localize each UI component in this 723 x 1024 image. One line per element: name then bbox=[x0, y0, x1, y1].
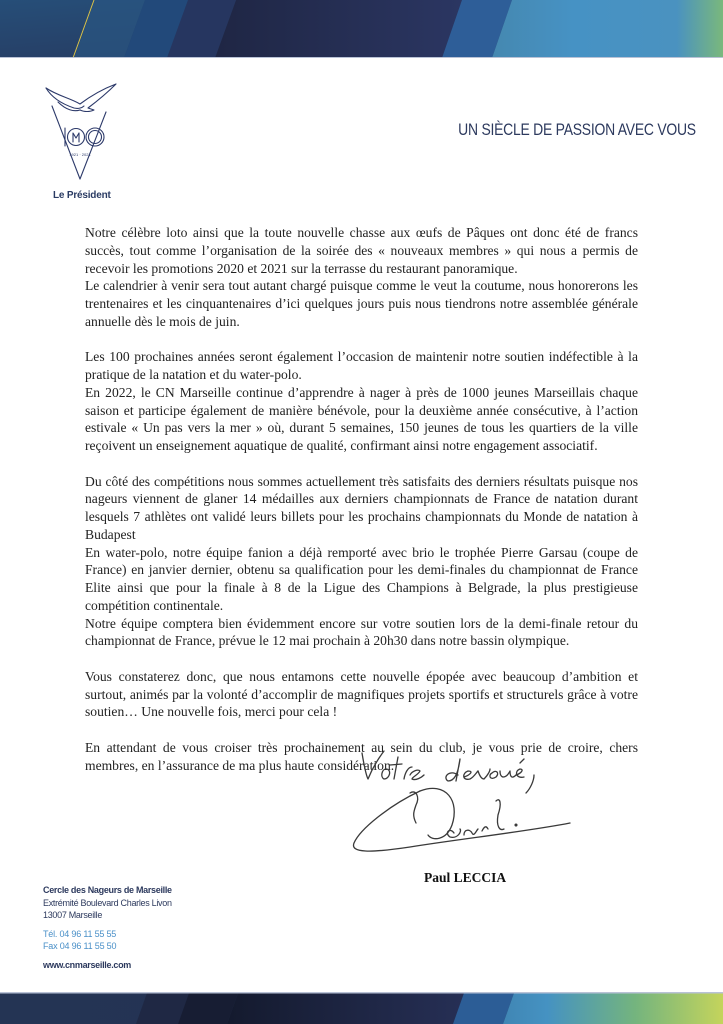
organization-name: Cercle des Nageurs de Marseille bbox=[43, 885, 172, 895]
letter-paragraph: Vous constaterez donc, que nous entamons cette nouvelle épopée avec beaucoup d’ambition et surtout, animés par la volonté d’accomplir de magnifiques projets sportifs et structurels grâce à votre soutien… Une nouvelle fois, merci pour cela ! bbox=[85, 668, 638, 720]
handwritten-signature bbox=[350, 745, 600, 865]
seagull-icon bbox=[40, 76, 120, 186]
footer-decorative-band bbox=[0, 992, 723, 1024]
letter-body bbox=[85, 224, 638, 774]
website-link[interactable]: www.cnmarseille.com bbox=[43, 959, 132, 970]
letter-paragraph: Le calendrier à venir sera tout autant chargé puisque comme le veut la coutume, nous honorerons les trentenaires et les cinquantenaires d’ici quelques jours puis nous tiendrons notre assemblée générale annuelle dès le mois de juin. bbox=[85, 278, 638, 329]
role-title: Le Président bbox=[53, 190, 111, 201]
tagline-heading: UN SIÈCLE DE PASSION AVEC VOUS bbox=[458, 120, 696, 139]
letter-paragraph: En attendant de vous croiser très prochainement au sein du club, je vous prie de croire, chers membres, en l’assurance de ma plus haute considération. bbox=[85, 739, 638, 773]
phone-number: Tél. 04 96 11 55 55 bbox=[43, 928, 117, 939]
fax-number: Fax 04 96 11 55 50 bbox=[43, 941, 117, 951]
letter-paragraph: Du côté des compétitions nous sommes actuellement très satisfaits des derniers résultats puisque nos nageurs viennent de glaner 14 médailles aux derniers championnats de France de natation durant lesquels 7 athlètes ont validé leurs billets pour les prochains championnats du Monde de natation à Budapest bbox=[85, 473, 638, 542]
letter-paragraph: Notre célèbre loto ainsi que la toute nouvelle chasse aux œufs de Pâques ont donc été de francs succès, tout comme l’organisation de la soirée des « nouveaux membres » qui nous a permis de recevoir les promotions 2020 et 2021 sur la terrasse du restaurant panoramique. bbox=[85, 225, 638, 276]
letter-paragraph: En 2022, le CN Marseille continue d’apprendre à nager à près de 1000 jeunes Marseillais chaque saison et participe également de manière bénévole, pour la deuxième année consécutive, à l’action estivale « Un pas vers la mer » où, durant 5 semaines, 150 jeunes de tous les quartiers de la ville reçoivent un enseignement aquatique de qualité, confirmant ainsi notre engagement associatif. bbox=[85, 384, 638, 453]
letter-paragraph: Notre équipe comptera bien évidemment encore sur votre soutien lors de la demi-finale retour du championnat de France, prévue le 12 mai prochain à 20h30 dans notre bassin olympique. bbox=[85, 615, 638, 649]
header-decorative-band bbox=[0, 0, 723, 58]
signer-name: Paul LECCIA bbox=[424, 870, 507, 885]
address-line-1: Extrémité Boulevard Charles Livon bbox=[43, 897, 172, 908]
logo-years-text: 1921 · 2021 bbox=[69, 152, 91, 157]
letter-paragraph: Les 100 prochaines années seront également l’occasion de maintenir notre soutien indéfectible à la pratique de la natation et du water-polo. bbox=[85, 349, 638, 382]
address-line-2: 13007 Marseille bbox=[43, 910, 103, 920]
letter-paragraph: En water-polo, notre équipe fanion a déjà remporté avec brio le trophée Pierre Garsau (coupe de France) en janvier dernier, obtenu sa qualification pour les demi-finales du championnat de France Elite ainsi que pour la finale à 8 de la Ligue des Champions à Belgrade, la plus prestigieuse compétition continentale. bbox=[85, 544, 638, 613]
cnm-centenary-logo bbox=[40, 76, 120, 186]
contact-block bbox=[43, 884, 172, 971]
